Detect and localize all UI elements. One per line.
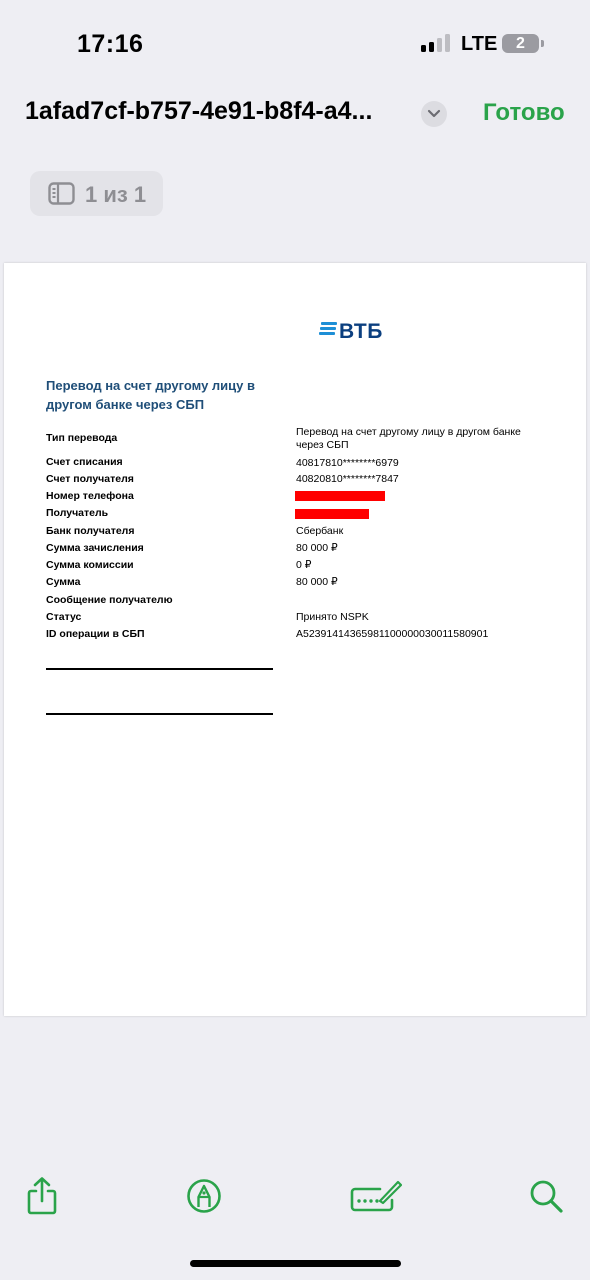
row-value-fee: 0 ₽ [296, 559, 312, 571]
redaction-recipient [295, 509, 369, 519]
title-menu-button[interactable] [421, 101, 447, 127]
row-label-status: Статус [46, 611, 82, 623]
redaction-phone [295, 491, 385, 501]
row-value-recipient-account: 40820810********7847 [296, 473, 399, 485]
search-button[interactable] [529, 1179, 565, 1220]
row-label-fee: Сумма комиссии [46, 559, 134, 571]
row-label-credit-amount: Сумма зачисления [46, 542, 144, 554]
row-value-transfer-type: Перевод на счет другому лицу в другом банке через СБП [296, 426, 521, 451]
home-indicator [190, 1260, 401, 1267]
share-button[interactable] [26, 1176, 58, 1221]
row-label-recipient-account: Счет получателя [46, 473, 134, 485]
page-indicator: 1 из 1 [85, 182, 147, 207]
row-label-transfer-type: Тип перевода [46, 432, 118, 444]
row-label-amount: Сумма [46, 576, 81, 588]
network-type: LTE [461, 33, 498, 55]
receipt-heading: Перевод на счет другому лицу в другом банке через СБП [46, 378, 255, 412]
battery-icon: 2 [502, 34, 539, 53]
vtb-logo [314, 320, 384, 346]
chevron-down-icon [427, 109, 441, 119]
done-button[interactable]: Готово [483, 99, 565, 126]
row-label-sbp-id: ID операции в СБП [46, 628, 145, 640]
battery-tip [541, 40, 544, 47]
signature-line-2 [46, 713, 273, 715]
logo-stripes [319, 322, 337, 338]
status-time: 17:16 [77, 30, 144, 58]
row-value-recipient-bank: Сбербанк [296, 525, 344, 537]
row-label-recipient-bank: Банк получателя [46, 525, 135, 537]
cellular-signal-icon [421, 34, 451, 52]
signature-icon [350, 1178, 402, 1214]
row-label-recipient: Получатель [46, 507, 109, 519]
row-value-sbp-id: A52391414365981100000030011580901 [296, 628, 489, 640]
row-value-status: Принято NSPK [296, 611, 369, 623]
page-thumbnails-button[interactable] [30, 171, 163, 216]
row-label-debit-account: Счет списания [46, 456, 123, 468]
logo-text: ВТБ [339, 320, 383, 343]
signature-button[interactable] [350, 1178, 402, 1219]
share-icon [26, 1176, 58, 1216]
row-value-amount: 80 000 ₽ [296, 576, 338, 588]
row-label-message: Сообщение получателю [46, 594, 173, 606]
sidebar-icon [48, 182, 75, 205]
row-value-debit-account: 40817810********6979 [296, 457, 399, 469]
document-title[interactable]: 1afad7cf-b757-4e91-b8f4-a4... [25, 97, 373, 125]
markup-button[interactable] [186, 1178, 222, 1219]
row-label-phone: Номер телефона [46, 490, 134, 502]
markup-icon [186, 1178, 222, 1214]
search-icon [529, 1179, 565, 1215]
signature-line-1 [46, 668, 273, 670]
row-value-credit-amount: 80 000 ₽ [296, 542, 338, 554]
